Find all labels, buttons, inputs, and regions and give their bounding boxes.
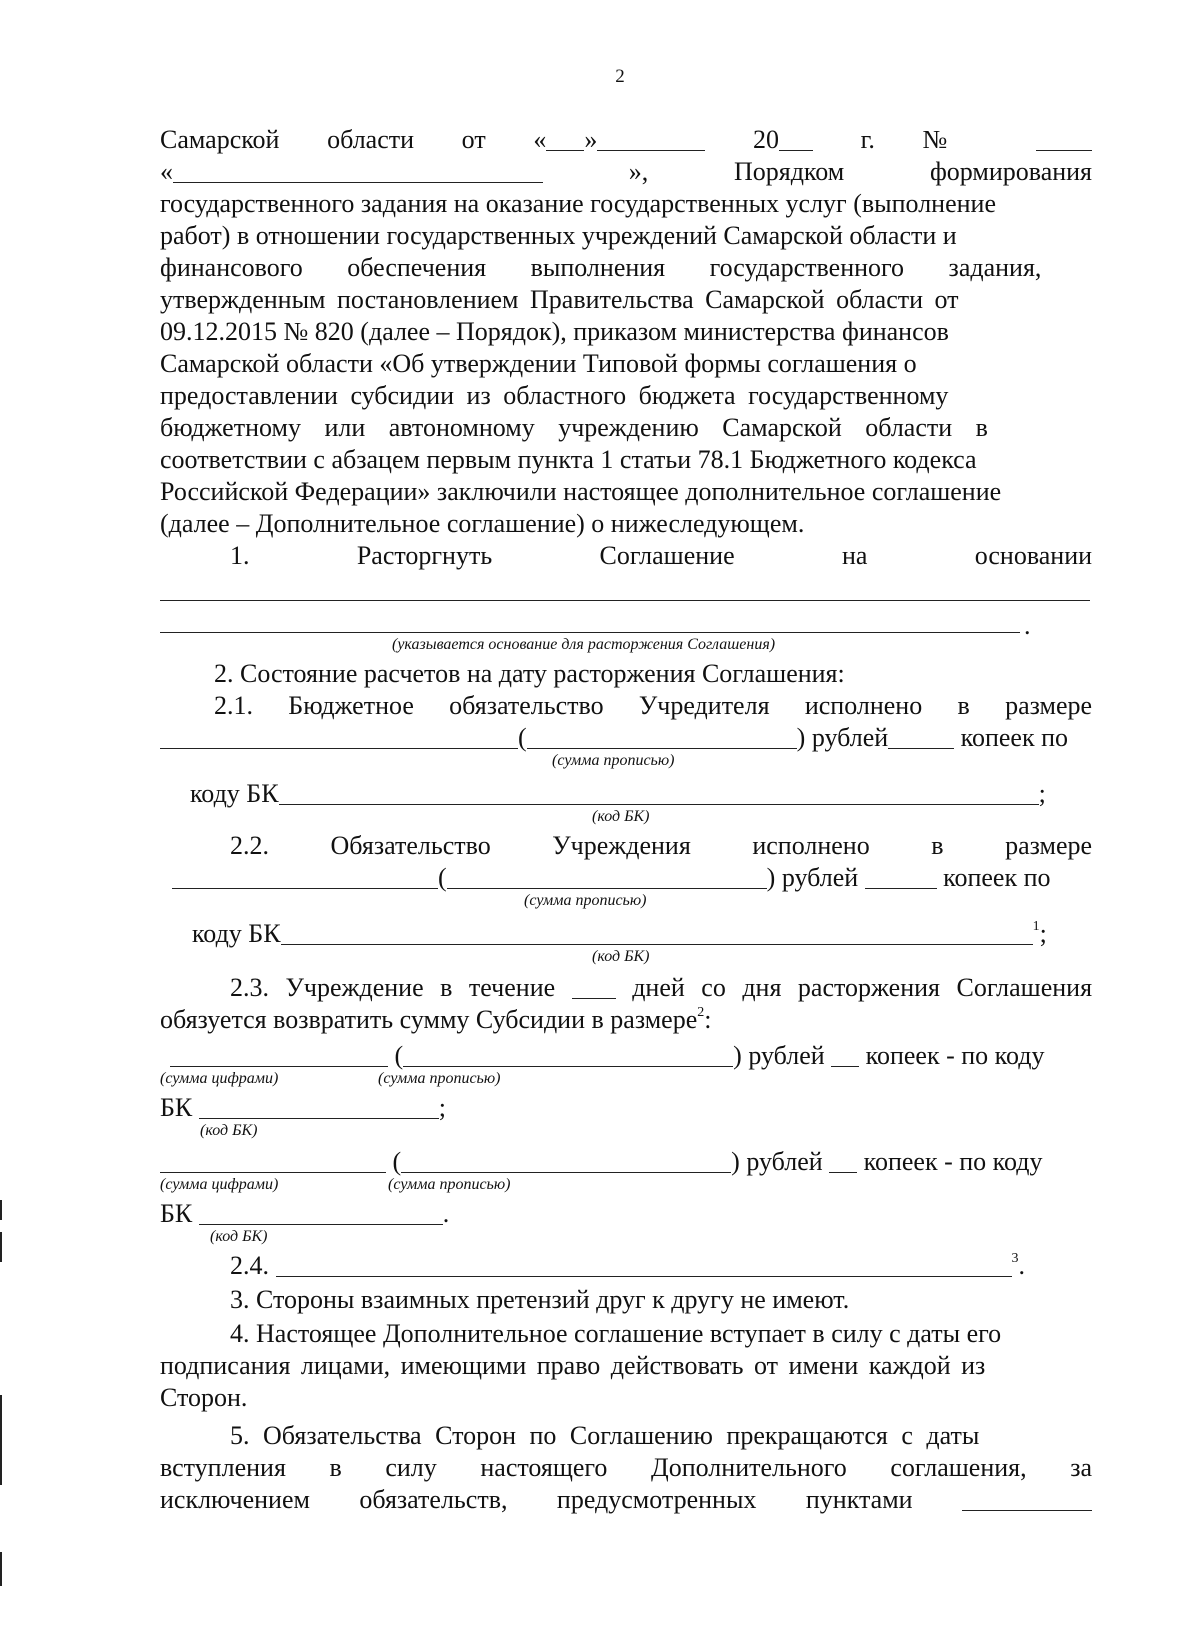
word: №	[922, 125, 989, 154]
bk-code-blank	[281, 943, 1033, 945]
text-line: 5. Обязательства Сторон по Соглашению прекращаются с даты	[230, 1421, 980, 1450]
text-line: 3. Стороны взаимных претензий друг к другу не имеют.	[230, 1285, 850, 1314]
bk-code-blank	[279, 803, 1039, 805]
word: г.	[860, 125, 875, 154]
text-line: 2.3. Учреждение в течение дней со дня расторжения Соглашения	[230, 973, 1093, 1002]
field-hint: (код БК)	[210, 1228, 268, 1245]
field-hint: (сумма прописью)	[524, 892, 647, 909]
field-hint: (код БК)	[592, 948, 650, 965]
text-line: ( ) рублей копеек - по коду	[170, 1040, 1102, 1072]
field-hint: (указывается основание для расторжения Соглашения)	[392, 636, 776, 653]
text-line: Сторон.	[160, 1383, 248, 1412]
text-line	[230, 540, 1092, 572]
text-line: ( ) рублей копеек по	[160, 722, 1092, 754]
word: области	[327, 125, 415, 154]
year-field: 20	[753, 125, 813, 154]
fill-blank	[276, 1275, 1012, 1277]
word: Самарской	[160, 125, 280, 154]
period: .	[1024, 611, 1031, 640]
footnote-marker: 3	[1011, 1251, 1019, 1266]
text-line: БК .	[160, 1199, 450, 1228]
sum-words-blank	[447, 887, 767, 889]
kopecks-blank	[831, 1065, 859, 1067]
field-hint: (сумма прописью)	[378, 1070, 501, 1087]
word: Бюджетное	[288, 691, 414, 720]
text-line: 2.4. $^3$.	[230, 1251, 1025, 1280]
days-blank	[572, 997, 616, 999]
text-line	[214, 690, 1092, 722]
text-line: обязуется возвратить сумму Субсидии в размере$^2$:	[160, 1005, 712, 1034]
item-number: 2.1.	[214, 691, 253, 720]
word: размере	[1005, 691, 1093, 720]
kopecks-blank	[829, 1171, 857, 1173]
sum-digits-blank	[172, 887, 438, 889]
word: Порядком	[733, 157, 845, 186]
word: формирования	[929, 157, 1093, 186]
word: размере	[1005, 831, 1093, 860]
text-line: Российской Федерации» заключили настоящее дополнительное соглашение	[160, 477, 1002, 506]
text-line: 2. Состояние расчетов на дату расторжения Соглашения:	[214, 659, 845, 688]
number-blank	[1036, 149, 1092, 151]
field-hint: (сумма прописью)	[388, 1176, 511, 1193]
text-line: 09.12.2015 № 820 (далее – Порядок), приказом министерства финансов	[160, 317, 949, 346]
text-line: коду БК ;	[190, 779, 1046, 808]
text-line: (далее – Дополнительное соглашение) о нижеследующем.	[160, 509, 805, 538]
text-line: вступления в силу настоящего Дополнительного соглашения, за	[160, 1453, 1092, 1482]
word: Учредителя	[638, 691, 770, 720]
fill-line	[160, 632, 1020, 633]
kopecks-blank	[888, 747, 954, 749]
text-line: предоставлении субсидии из областного бюджета государственному	[160, 381, 949, 410]
margin-mark	[0, 1232, 2, 1262]
word: на	[841, 541, 868, 570]
margin-mark	[0, 1552, 2, 1586]
item-number: 2.4.	[230, 1251, 269, 1280]
text-line	[230, 830, 1092, 862]
sum-digits-blank	[160, 1171, 386, 1173]
margin-mark	[0, 1395, 2, 1485]
fill-line	[160, 600, 1090, 601]
bk-code-blank	[199, 1117, 439, 1119]
margin-mark	[0, 1200, 2, 1220]
word: »,	[628, 157, 649, 186]
text-line: Самарской области «Об утверждении Типовой формы соглашения о	[160, 349, 917, 378]
item-number: 2.2.	[230, 831, 269, 860]
text-line: государственного задания на оказание государственных услуг (выполнение	[160, 189, 996, 218]
sum-words-blank	[527, 747, 797, 749]
text-line: ( ) рублей копеек - по коду	[160, 1146, 1092, 1178]
field-hint: (код БК)	[592, 808, 650, 825]
word: Учреждения	[552, 831, 691, 860]
page-number: 2	[615, 66, 625, 87]
name-field: «	[160, 157, 543, 186]
word: Обязательство	[330, 831, 491, 860]
field-hint: (сумма цифрами)	[160, 1176, 279, 1193]
bk-code-blank	[199, 1223, 443, 1225]
text-line: БК ;	[160, 1093, 447, 1122]
word: исполнено	[752, 831, 870, 860]
word: Расторгнуть	[356, 541, 493, 570]
text-line: исключением обязательств, предусмотренных пунктами	[160, 1484, 1092, 1516]
word: основании	[974, 541, 1093, 570]
items-blank	[962, 1509, 1092, 1511]
text-line: 4. Настоящее Дополнительное соглашение вступает в силу с даты его	[230, 1319, 1002, 1348]
word: в	[957, 691, 970, 720]
item-number: 1.	[230, 541, 250, 570]
text-line: финансового обеспечения выполнения государственного задания,	[160, 253, 1042, 282]
word: обязательство	[449, 691, 604, 720]
text-line: соответствии с абзацем первым пункта 1 статьи 78.1 Бюджетного кодекса	[160, 445, 977, 474]
text-line: бюджетному или автономному учреждению Самарской области в	[160, 413, 988, 442]
word: Соглашение	[599, 541, 735, 570]
text-line: работ) в отношении государственных учреждений Самарской области и	[160, 221, 957, 250]
text-line	[160, 156, 1092, 188]
text-line: коду БК $^1$;	[192, 919, 1047, 948]
text-line	[160, 124, 1092, 156]
date-field: « »	[533, 125, 705, 154]
sum-digits-blank	[160, 747, 518, 749]
text-line: ( ) рублей копеек по	[172, 862, 1104, 894]
sum-words-blank	[403, 1065, 733, 1067]
text-line: подписания лицами, имеющими право действовать от имени каждой из	[160, 1351, 986, 1380]
sum-words-blank	[401, 1171, 731, 1173]
field-hint: (сумма цифрами)	[160, 1070, 279, 1087]
kopecks-blank	[865, 887, 937, 889]
footnote-marker: 1	[1032, 919, 1040, 934]
field-hint: (код БК)	[200, 1122, 258, 1139]
text-line: утвержденным постановлением Правительства Самарской области от	[160, 285, 959, 314]
word: от	[461, 125, 486, 154]
sum-digits-blank	[170, 1065, 388, 1067]
field-hint: (сумма прописью)	[552, 752, 675, 769]
footnote-marker: 2	[697, 1005, 705, 1020]
word: в	[931, 831, 944, 860]
word: исполнено	[804, 691, 923, 720]
